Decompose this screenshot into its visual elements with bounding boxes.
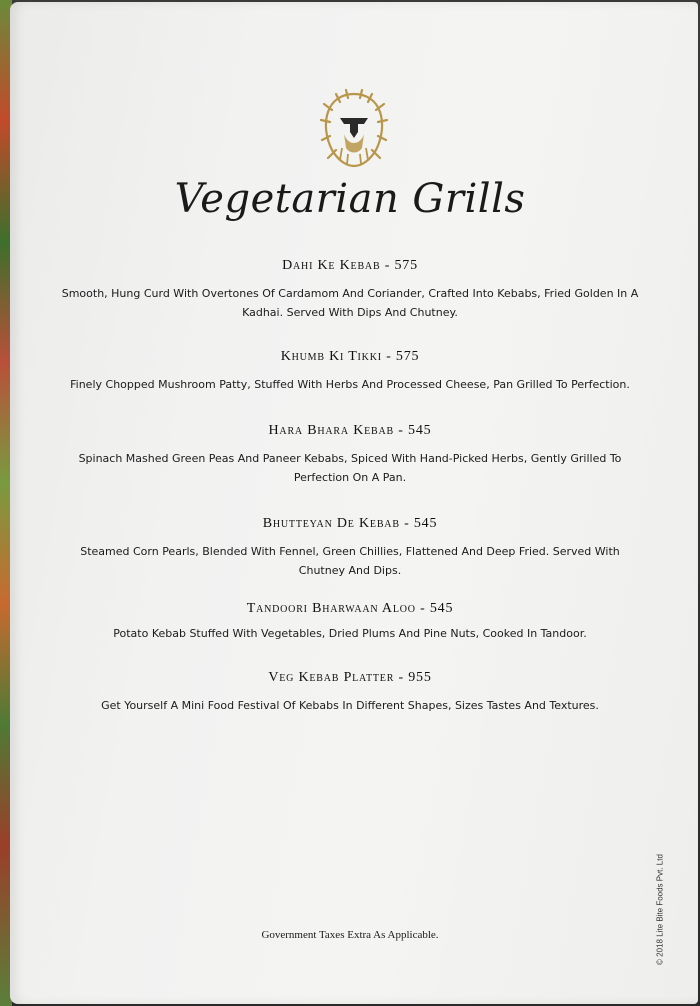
menu-item-name: Bhutteyan De Kebab - 545	[262, 516, 438, 531]
menu-item-name: Veg Kebab Platter - 955	[268, 670, 432, 685]
menu-item-name: Dahi Ke Kebab - 575	[282, 258, 418, 273]
menu-item-description: Steamed Corn Pearls, Blended With Fennel, Green Chillies, Flattened And Deep Fried. Served With Chutney And Dips.	[80, 545, 620, 577]
copyright-notice: © 2018 Lite Bite Foods Pvt. Ltd	[655, 854, 665, 965]
menu-item-name: Khumb Ki Tikki - 575	[280, 349, 420, 364]
menu-item	[60, 423, 640, 487]
lion-head-icon	[318, 88, 390, 170]
menu-item-description: Get Yourself A Mini Food Festival Of Kebabs In Different Shapes, Sizes Tastes And Textures.	[101, 699, 599, 712]
menu-item-description: Smooth, Hung Curd With Overtones Of Cardamom And Coriander, Crafted Into Kebabs, Fried Golden In A Kadhai. Served With Dips And Chutney.	[61, 287, 639, 319]
menu-item-name: Tandoori Bharwaan Aloo - 545	[246, 601, 454, 616]
tax-note: Government Taxes Extra As Applicable.	[261, 929, 439, 941]
menu-item	[60, 258, 640, 322]
menu-title: Vegetarian Grills	[174, 176, 526, 222]
menu-item	[60, 516, 640, 580]
menu-item	[60, 349, 640, 394]
menu-item-description: Potato Kebab Stuffed With Vegetables, Dried Plums And Pine Nuts, Cooked In Tandoor.	[113, 627, 587, 640]
menu-item	[60, 601, 640, 643]
menu-item-description: Spinach Mashed Green Peas And Paneer Kebabs, Spiced With Hand-Picked Herbs, Gently Grilled To Perfection On A Pan.	[78, 452, 622, 484]
menu-item-description: Finely Chopped Mushroom Patty, Stuffed With Herbs And Processed Cheese, Pan Grilled To Perfection.	[70, 378, 630, 391]
menu-item-name: Hara Bhara Kebab - 545	[268, 423, 432, 438]
menu-item	[60, 670, 640, 715]
